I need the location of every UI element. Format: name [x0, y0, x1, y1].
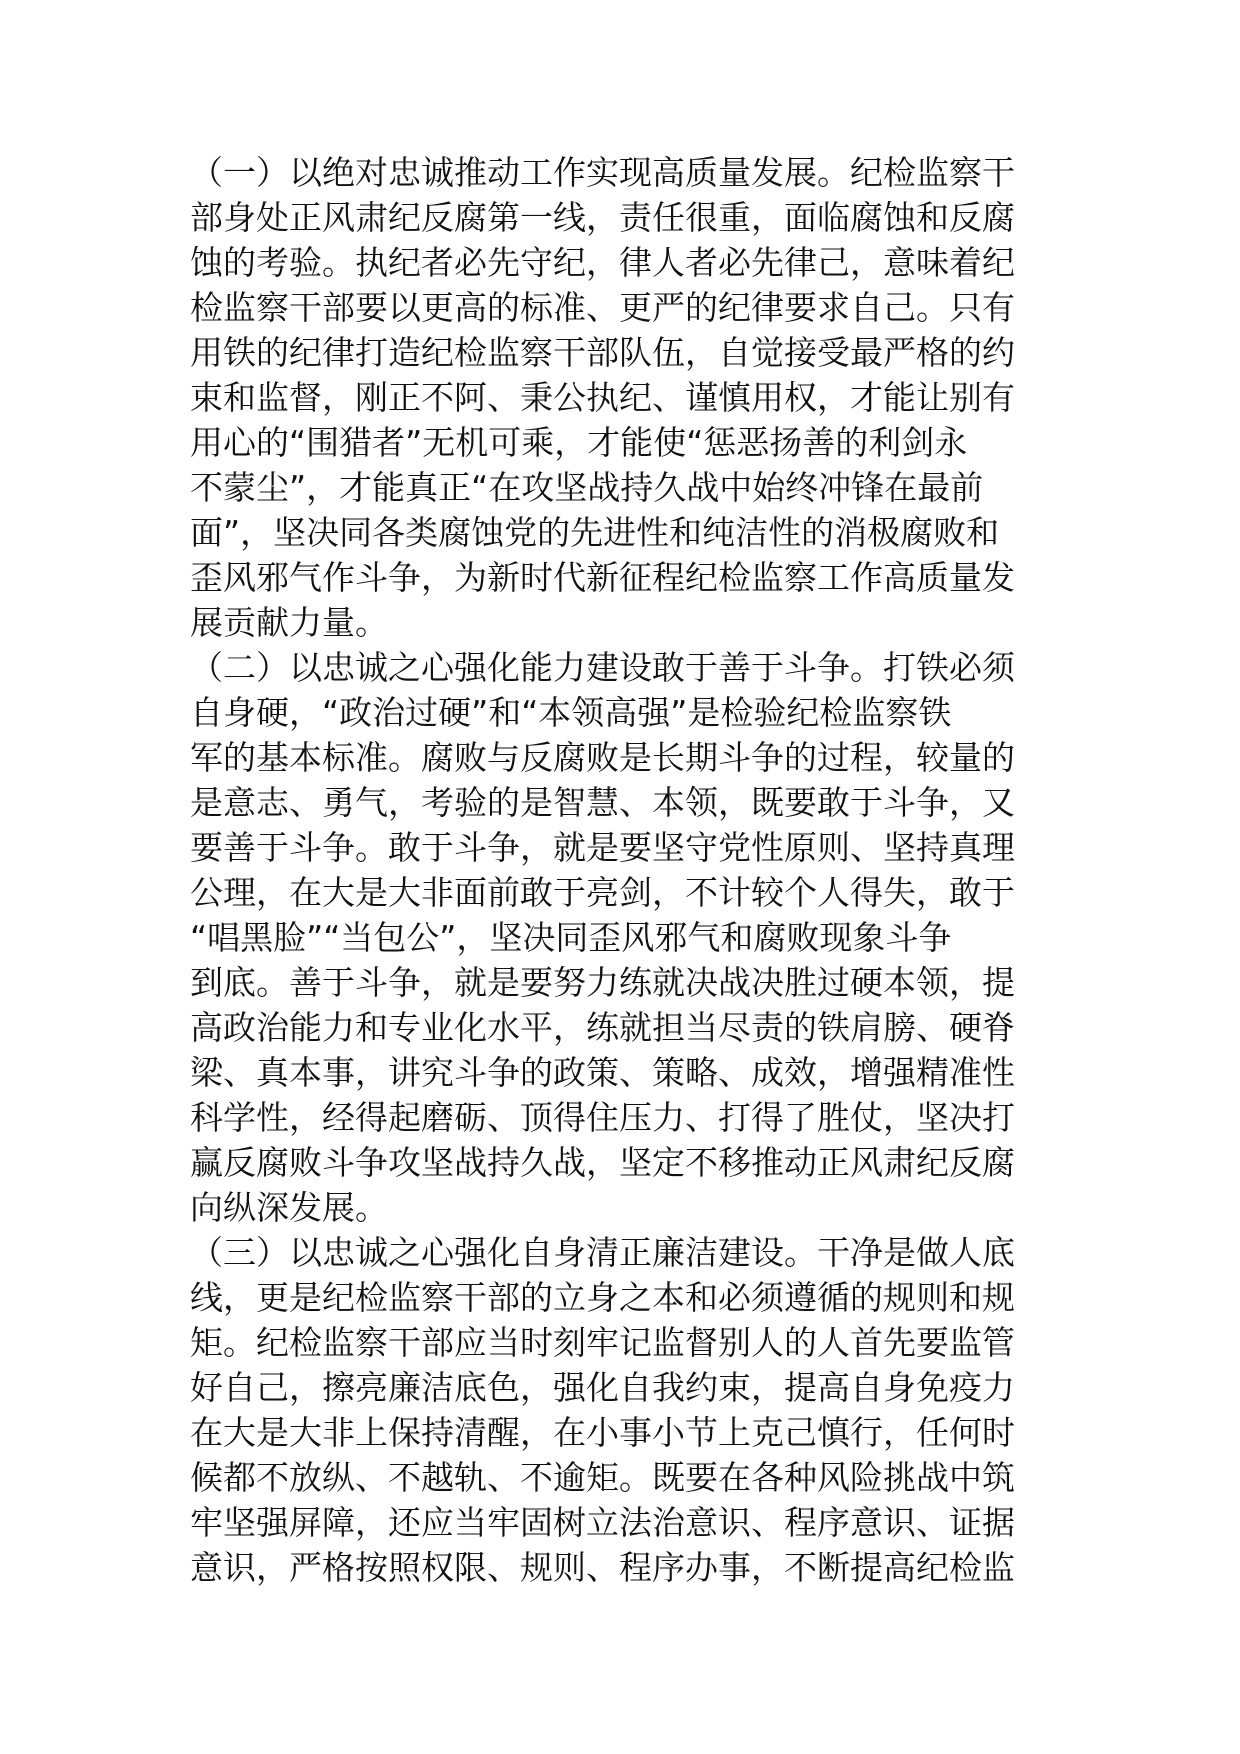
- paragraph-1-line-6: 束和监督，刚正不阿、秉公执纪、谨慎用权，才能让别有: [190, 378, 1015, 417]
- paragraph-1-line-5: 用铁的纪律打造纪检监察干部队伍，自觉接受最严格的约: [190, 333, 1015, 372]
- paragraph-1-line-2: 部身处正风肃纪反腐第一线，责任很重，面临腐蚀和反腐: [190, 198, 1015, 237]
- paragraph-1-line-8: 不蒙尘”，才能真正“在攻坚战持久战中始终冲锋在最前: [190, 468, 984, 507]
- paragraph-1-line-4: 检监察干部要以更高的标准、更严的纪律要求自己。只有: [190, 288, 1015, 327]
- paragraph-3-line-7: 牢坚强屏障，还应当牢固树立法治意识、程序意识、证据: [190, 1503, 1015, 1542]
- document-body: [190, 150, 1054, 1590]
- paragraph-3-line-5: 在大是大非上保持清醒，在小事小节上克己慎行，任何时: [190, 1413, 1015, 1452]
- paragraph-2-line-8: 到底。善于斗争，就是要努力练就决战决胜过硬本领，提: [190, 963, 1015, 1002]
- paragraph-1-line-3: 蚀的考验。执纪者必先守纪，律人者必先律己，意味着纪: [190, 243, 1015, 282]
- paragraph-2-line-12: 赢反腐败斗争攻坚战持久战，坚定不移推动正风肃纪反腐: [190, 1143, 1015, 1182]
- paragraph-3-line-8: 意识，严格按照权限、规则、程序办事，不断提高纪检监: [190, 1548, 1015, 1587]
- paragraph-1-line-1: （一）以绝对忠诚推动工作实现高质量发展。纪检监察干: [190, 153, 1015, 192]
- paragraph-2-line-11: 科学性，经得起磨砺、顶得住压力、打得了胜仗，坚决打: [190, 1098, 1015, 1137]
- paragraph-3-line-3: 矩。纪检监察干部应当时刻牢记监督别人的人首先要监管: [190, 1323, 1015, 1362]
- paragraph-3-line-2: 线，更是纪检监察干部的立身之本和必须遵循的规则和规: [190, 1278, 1015, 1317]
- paragraph-2-line-5: 要善于斗争。敢于斗争，就是要坚守党性原则、坚持真理: [190, 828, 1015, 867]
- paragraph-1-line-10: 歪风邪气作斗争，为新时代新征程纪检监察工作高质量发: [190, 558, 1015, 597]
- paragraph-1-line-7: 用心的“围猎者”无机可乘，才能使“惩恶扬善的利剑永: [190, 423, 968, 462]
- paragraph-1-line-11: 展贡献力量。: [190, 603, 388, 642]
- paragraph-3-line-1: （三）以忠诚之心强化自身清正廉洁建设。干净是做人底: [190, 1233, 1015, 1272]
- paragraph-2-line-7: “唱黑脸”“当包公”，坚决同歪风邪气和腐败现象斗争: [190, 918, 952, 957]
- paragraph-2-line-13: 向纵深发展。: [190, 1188, 388, 1227]
- paragraph-2-line-6: 公理，在大是大非面前敢于亮剑，不计较个人得失，敢于: [190, 873, 1015, 912]
- paragraph-3-line-4: 好自己，擦亮廉洁底色，强化自我约束，提高自身免疫力: [190, 1368, 1015, 1407]
- paragraph-2: [190, 645, 1054, 1230]
- paragraph-2-line-10: 梁、真本事，讲究斗争的政策、策略、成效，增强精准性: [190, 1053, 1015, 1092]
- paragraph-3-line-6: 候都不放纵、不越轨、不逾矩。既要在各种风险挑战中筑: [190, 1458, 1015, 1497]
- paragraph-2-line-9: 高政治能力和专业化水平，练就担当尽责的铁肩膀、硬脊: [190, 1008, 1015, 1047]
- paragraph-2-line-4: 是意志、勇气，考验的是智慧、本领，既要敢于斗争，又: [190, 783, 1015, 822]
- paragraph-2-line-1: （二）以忠诚之心强化能力建设敢于善于斗争。打铁必须: [190, 648, 1015, 687]
- paragraph-3: [190, 1230, 1054, 1590]
- paragraph-1-line-9: 面”，坚决同各类腐蚀党的先进性和纯洁性的消极腐败和: [190, 513, 1000, 552]
- paragraph-2-line-3: 军的基本标准。腐败与反腐败是长期斗争的过程，较量的: [190, 738, 1015, 777]
- paragraph-2-line-2: 自身硬，“政治过硬”和“本领高强”是检验纪检监察铁: [190, 693, 952, 732]
- paragraph-1: [190, 150, 1054, 645]
